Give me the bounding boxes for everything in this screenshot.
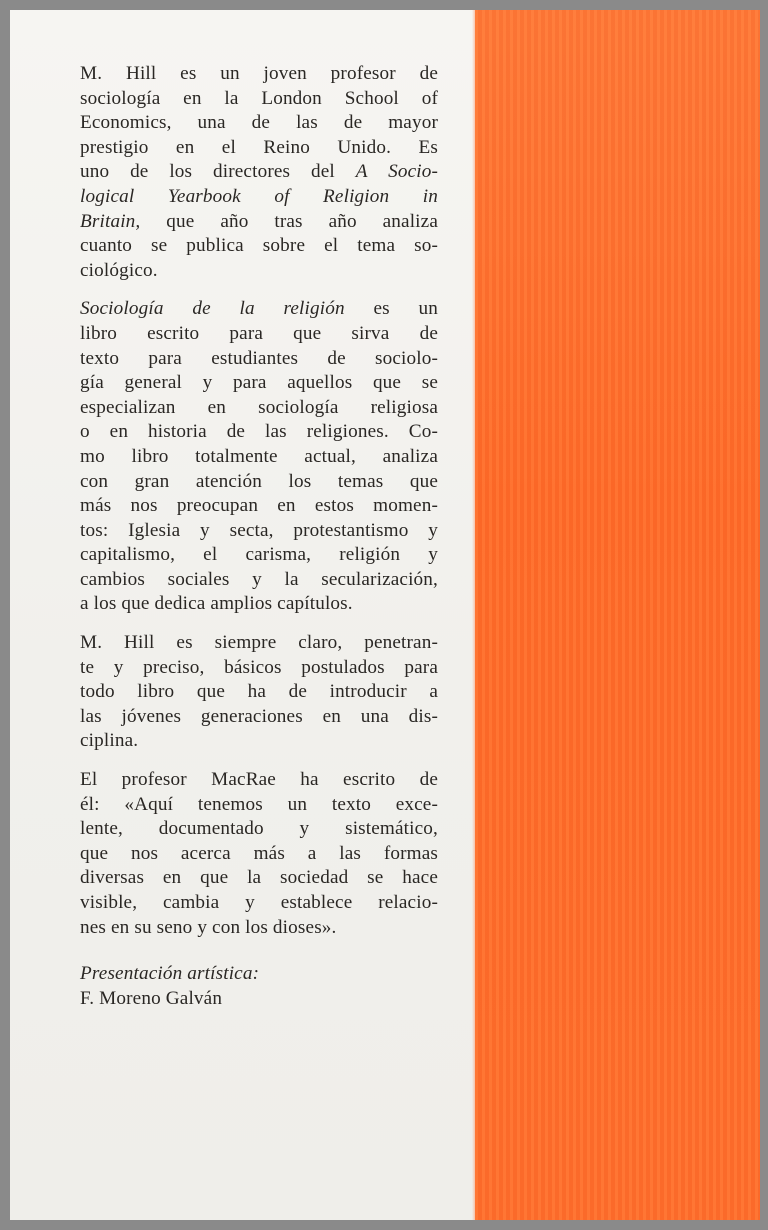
text-line: todo libro que ha de introducir a	[80, 681, 438, 703]
text-line: o en historia de las religiones. Co-	[80, 421, 438, 443]
text-fragment: que año tras año analiza	[140, 210, 438, 232]
paragraph-author-bio	[80, 62, 438, 283]
text-line: mo libro totalmente actual, analiza	[80, 445, 438, 467]
yearbook-title-part: logical Yearbook of Religion in	[80, 185, 438, 207]
yearbook-title-part: Britain,	[80, 210, 141, 232]
design-credit	[80, 962, 438, 1011]
text-line: ciológico.	[80, 259, 158, 281]
paragraph-author-style	[80, 631, 438, 754]
text-line: las jóvenes generaciones en una dis-	[80, 705, 438, 727]
text-line: más nos preocupan en estos momen-	[80, 495, 438, 517]
paragraph-macrae-quote	[80, 768, 438, 940]
text-fragment: uno de los directores del	[80, 161, 356, 183]
text-line	[80, 297, 438, 322]
text-line: capitalismo, el carisma, religión y	[80, 544, 438, 566]
text-line: cambios sociales y la secularización,	[80, 568, 438, 590]
text-line: libro escrito para que sirva de	[80, 322, 438, 344]
text-line: a los que dedica amplios capítulos.	[80, 593, 353, 615]
credit-label: Presentación artística:	[80, 963, 260, 985]
text-line	[80, 210, 438, 235]
text-line: especializan en sociología religiosa	[80, 396, 438, 418]
text-line: visible, cambia y establece relacio-	[80, 892, 438, 913]
text-line: lente, documentado y sistemático,	[80, 818, 438, 840]
orange-band	[475, 10, 760, 1220]
text-fragment: es un	[344, 298, 438, 320]
text-line: prestigio en el Reino Unido. Es	[80, 136, 438, 158]
text-line: él: «Aquí tenemos un texto exce-	[80, 793, 438, 815]
text-line: M. Hill es siempre claro, penetran-	[80, 632, 438, 654]
paragraph-book-description	[80, 297, 438, 617]
text-line: diversas en que la sociedad se hace	[80, 867, 438, 889]
text-line: Economics, una de las de mayor	[80, 112, 438, 134]
text-line: cuanto se publica sobre el tema so-	[80, 235, 438, 257]
text-line: sociología en la London School of	[80, 87, 438, 109]
text-line: gía general y para aquellos que se	[80, 372, 438, 394]
text-line: nes en su seno y con los dioses».	[80, 916, 337, 938]
credit-name: F. Moreno Galván	[80, 987, 223, 1009]
text-line: El profesor MacRae ha escrito de	[80, 769, 438, 791]
text-line: que nos acerca más a las formas	[80, 842, 438, 864]
text-line: te y preciso, básicos postulados para	[80, 656, 438, 678]
book-back-cover	[10, 10, 760, 1220]
blurb-text	[80, 62, 438, 1011]
text-line: tos: Iglesia y secta, protestantismo y	[80, 519, 438, 541]
text-line: texto para estudiantes de sociolo-	[80, 347, 438, 369]
text-line	[80, 160, 438, 185]
book-title: Sociología de la religión	[80, 298, 345, 320]
text-line: con gran atención los temas que	[80, 470, 438, 492]
text-line: ciplina.	[80, 730, 139, 752]
text-line: M. Hill es un joven profesor de	[80, 63, 438, 84]
yearbook-title-part: A Socio-	[355, 161, 438, 183]
